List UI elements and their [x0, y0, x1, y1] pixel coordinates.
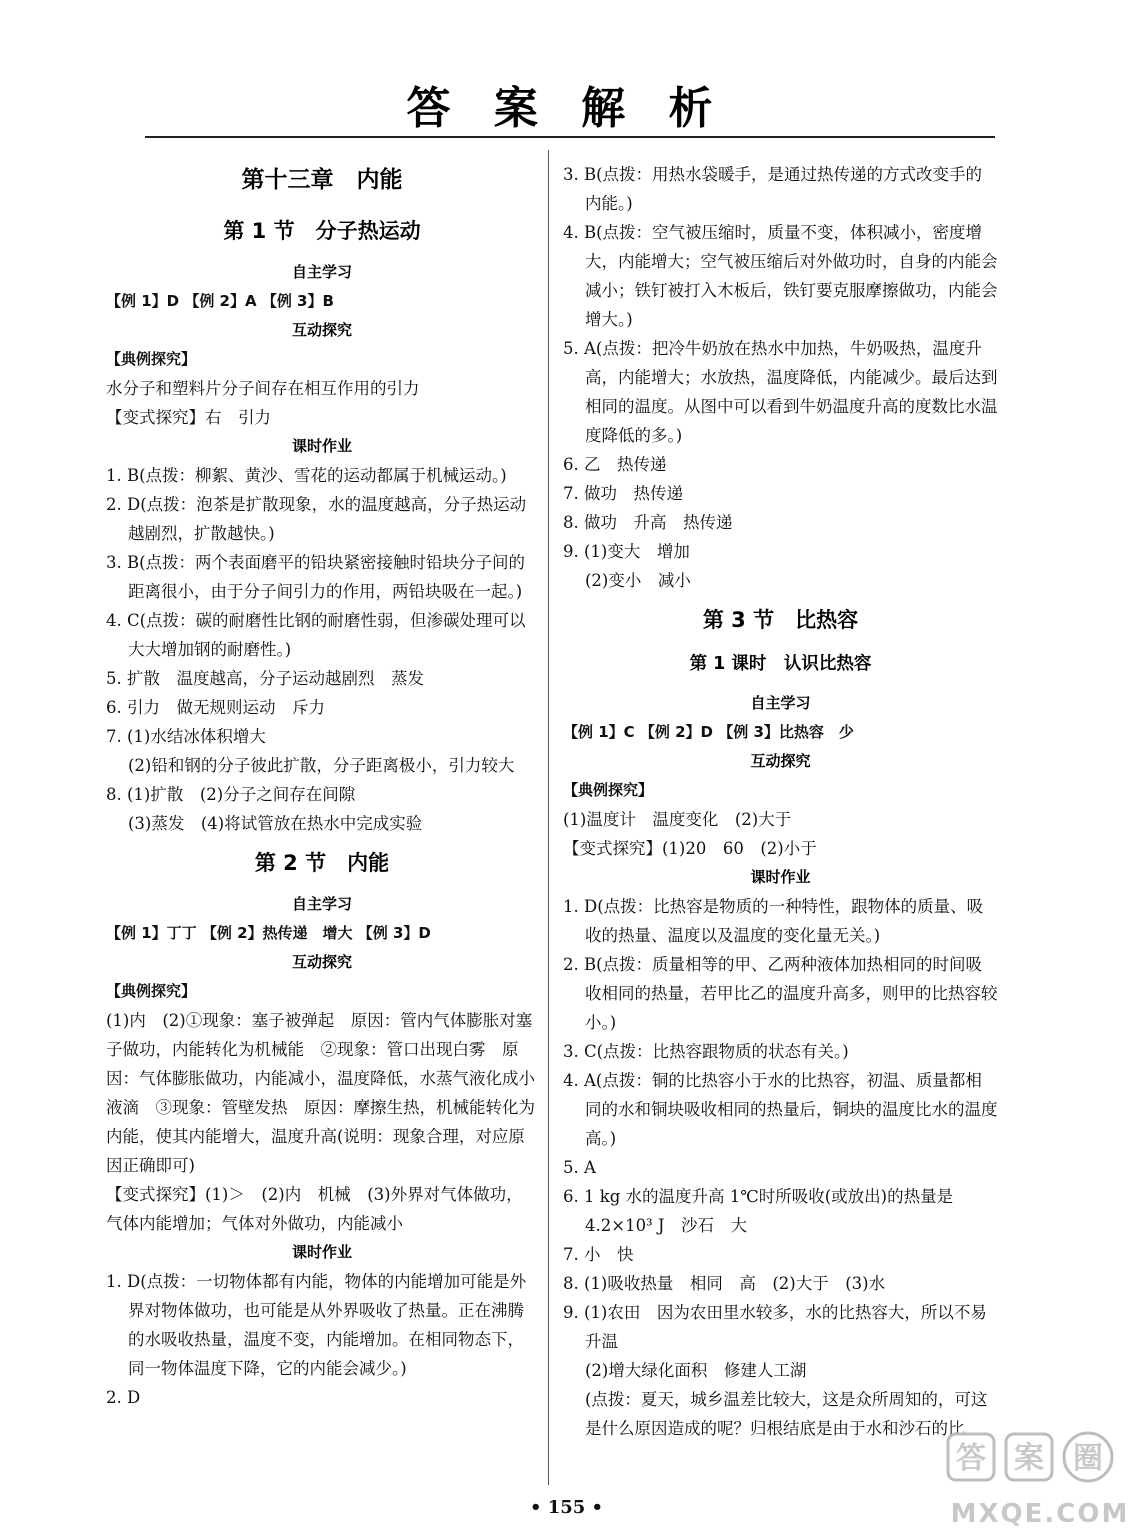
s2-homework-item: 1. D(点拨：一切物体都有内能，物体的内能增加可能是外界对物体做功，也可能是从外界吸收了热量。正在沸腾的水吸收热量，温度不变，内能增加。在相同物态下，同一物体温度下降，它的内能会减少。): [106, 1272, 527, 1378]
s1-homework-item: 4. C(点拨：碳的耐磨性比钢的耐磨性弱，但渗碳处理可以大大增加钢的耐磨性。): [106, 611, 526, 659]
s1-homework-subitem: (2)铅和钢的分子彼此扩散，分子距离极小，引力较大: [128, 756, 515, 775]
s2-homework-heading: 课时作业: [291, 1243, 352, 1261]
section-3-heading: 第 3 节 比热容: [702, 608, 859, 632]
title-rule: [145, 136, 995, 138]
s3-self-study-answers: 【例 1】C 【例 2】D 【例 3】比热容 少: [563, 723, 854, 741]
page-number: • 155 •: [529, 1497, 604, 1518]
s2-example-label: 【典例探究】: [106, 982, 197, 1000]
s3-homework-subitem: (2)增大绿化面积 修建人工湖: [585, 1361, 807, 1380]
svg-text:答: 答: [956, 1441, 986, 1476]
s2-homework-item: 3. B(点拨：用热水袋暖手，是通过热传递的方式改变手的内能。): [563, 165, 983, 213]
s3-example-answer: (1)温度计 温度变化 (2)大于: [563, 810, 792, 829]
s2-homework-item: 7. 做功 热传递: [563, 484, 683, 503]
s1-homework-item: 5. 扩散 温度越高，分子运动越剧烈 蒸发: [106, 669, 424, 688]
section-2-heading: 第 2 节 内能: [254, 851, 390, 875]
s2-homework-item: 2. D: [106, 1388, 141, 1407]
s1-self-study-heading: 自主学习: [291, 263, 352, 281]
s2-homework-item: 9. (1)变大 增加: [563, 542, 690, 561]
s2-homework-item: 4. B(点拨：空气被压缩时，质量不变，体积减小，密度增大，内能增大；空气被压缩后对外做功时，自身的内能会减小；铁钉被打入木板后，铁钉要克服摩擦做功，内能会增大。): [563, 223, 998, 329]
s3-example-label: 【典例探究】: [563, 781, 654, 799]
s1-self-study-answers: 【例 1】D 【例 2】A 【例 3】B: [106, 292, 334, 310]
s3-homework-item: 3. C(点拨：比热容跟物质的状态有关。): [563, 1042, 849, 1061]
s1-homework-item: 7. (1)水结冰体积增大: [106, 727, 266, 746]
right-column: [563, 160, 998, 1443]
lesson-1-heading: 第 1 课时 认识比热容: [689, 654, 872, 674]
s1-homework-item: 2. D(点拨：泡茶是扩散现象，水的温度越高，分子热运动越剧烈，扩散越快。): [106, 495, 527, 543]
svg-text:圈: 圈: [1073, 1441, 1103, 1476]
svg-text:案: 案: [1014, 1441, 1044, 1476]
s3-homework-item: 2. B(点拨：质量相等的甲、乙两种液体加热相同的时间吸收相同的热量，若甲比乙的温度升高多，则甲的比热容较小。): [563, 955, 998, 1032]
chapter-heading: 第十三章 内能: [241, 167, 403, 193]
s1-variant-answer: 【变式探究】右 引力: [106, 408, 271, 427]
section-1-heading: 第 1 节 分子热运动: [223, 219, 421, 243]
s2-example-answer: (1)内 (2)①现象：塞子被弹起 原因：管内气体膨胀对塞子做功，内能转化为机械能 ②现象：管口出现白雾 原因：气体膨胀做功，内能减小，温度降低，水蒸气液化成小液滴 ③现象：管壁发热 原因：摩擦生热，机械能转化为内能，使其内能增大，温度升高(说明：现象合理，对应原因正确即可): [106, 1011, 535, 1175]
s3-self-study-heading: 自主学习: [750, 694, 811, 712]
s3-homework-heading: 课时作业: [750, 868, 811, 886]
s2-homework-item: 6. 乙 热传递: [563, 455, 667, 474]
s3-homework-item: 9. (1)农田 因为农田里水较多，水的比热容大，所以不易升温: [563, 1303, 987, 1351]
s1-homework-heading: 课时作业: [291, 437, 352, 455]
s3-homework-item: 5. A: [563, 1158, 596, 1177]
svg-text:MXQE.COM: MXQE.COM: [950, 1499, 1130, 1529]
watermark-logo: [928, 1424, 1133, 1536]
s2-variant-answer: 【变式探究】(1)＞ (2)内 机械 (3)外界对气体做功，气体内能增加；气体对外做功，内能减小: [106, 1185, 523, 1233]
s2-interactive-heading: 互动探究: [291, 953, 352, 971]
s2-homework-item: 5. A(点拨：把冷牛奶放在热水中加热，牛奶吸热，温度升高，内能增大；水放热，温度降低，内能减少。最后达到相同的温度。从图中可以看到牛奶温度升高的度数比水温度降低的多。): [563, 339, 998, 445]
s3-homework-item: 4. A(点拨：铜的比热容小于水的比热容，初温、质量都相同的水和铜块吸收相同的热量后，铜块的温度比水的温度高。): [563, 1071, 998, 1148]
s1-example-answer: 水分子和塑料片分子间存在相互作用的引力: [106, 379, 420, 398]
s3-homework-item: 6. 1 kg 水的温度升高 1℃时所吸收(或放出)的热量是 4.2×10³ J 沙石 大: [563, 1187, 954, 1235]
s1-interactive-heading: 互动探究: [291, 321, 352, 339]
left-column: [106, 160, 538, 1412]
column-divider: [548, 150, 549, 1485]
s3-variant-answer: 【变式探究】(1)20 60 (2)小于: [563, 839, 817, 858]
page-title: 答 案 解 析: [406, 83, 727, 134]
s2-self-study-heading: 自主学习: [291, 895, 352, 913]
s1-example-label: 【典例探究】: [106, 350, 197, 368]
s3-interactive-heading: 互动探究: [750, 752, 811, 770]
s1-homework-subitem: (3)蒸发 (4)将试管放在热水中完成实验: [128, 814, 423, 833]
s2-self-study-answers: 【例 1】丁丁 【例 2】热传递 增大 【例 3】D: [106, 924, 431, 942]
s1-homework-item: 8. (1)扩散 (2)分子之间存在间隙: [106, 785, 356, 804]
s3-homework-item: 8. (1)吸收热量 相同 高 (2)大于 (3)水: [563, 1274, 886, 1293]
s3-homework-item: 7. 小 快: [563, 1245, 634, 1264]
s2-homework-item: 8. 做功 升高 热传递: [563, 513, 733, 532]
s1-homework-item: 6. 引力 做无规则运动 斥力: [106, 698, 325, 717]
s3-homework-item: 1. D(点拨：比热容是物质的一种特性，跟物体的质量、吸收的热量、温度以及温度的变化量无关。): [563, 897, 984, 945]
s3-homework-subitem: (点拨：夏天，城乡温差比较大，这是众所周知的，可这是什么原因造成的呢？归根结底是由于水和沙石的比: [585, 1390, 988, 1438]
s1-homework-item: 3. B(点拨：两个表面磨平的铅块紧密接触时铅块分子间的距离很小，由于分子间引力的作用，两铅块吸在一起。): [106, 553, 526, 601]
s2-homework-subitem: (2)变小 减小: [585, 571, 691, 590]
s1-homework-item: 1. B(点拨：柳絮、黄沙、雪花的运动都属于机械运动。): [106, 466, 507, 485]
